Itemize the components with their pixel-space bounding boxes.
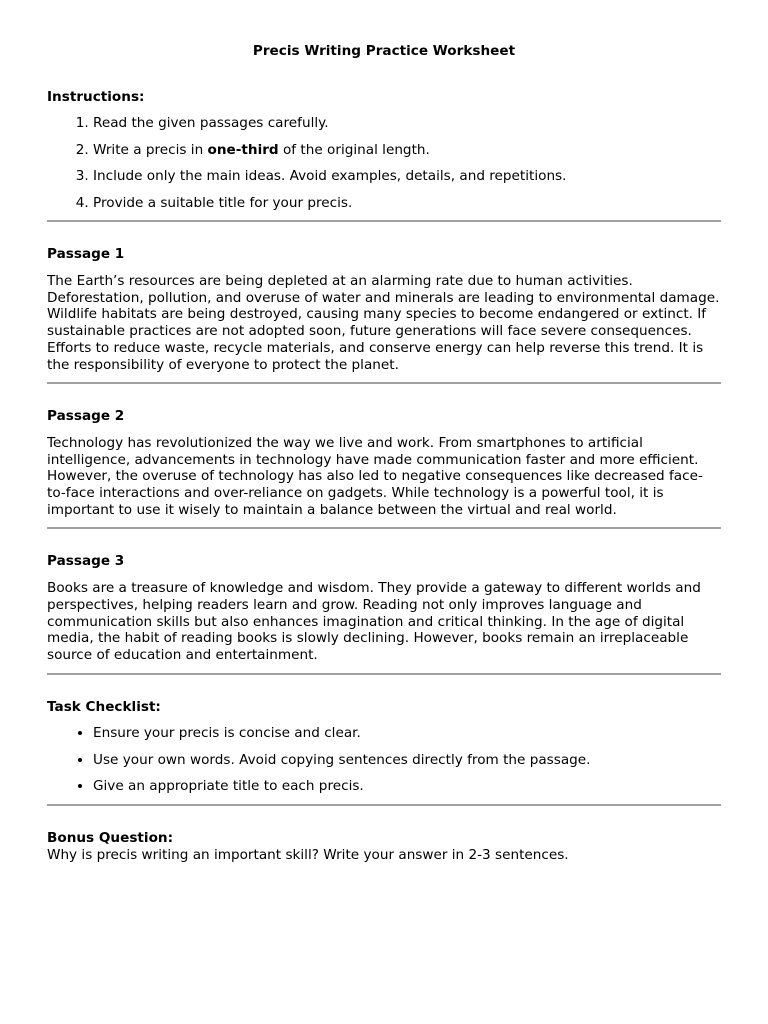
section-divider xyxy=(47,382,721,384)
instruction-item xyxy=(93,142,721,159)
instruction-emphasis: one-third xyxy=(207,141,279,158)
section-divider xyxy=(47,220,721,222)
instructions-heading: Instructions: xyxy=(47,88,145,105)
instruction-item: 3. Include only the main ideas. Avoid examples, details, and repetitions. xyxy=(93,168,721,185)
instruction-item: 1. Read the given passages carefully. xyxy=(93,115,721,132)
passage-3-text: Books are a treasure of knowledge and wisdom. They provide a gateway to different worlds and perspectives, helping readers learn and grow. Reading not only improves language and communication skills but also enhances imagination and critical thinking. In the age of digital media, the habit of reading books is slowly declining. However, books remain an irreplaceable source of education and entertainment. xyxy=(47,580,701,663)
section-divider xyxy=(47,673,721,675)
section-divider xyxy=(47,804,721,806)
instruction-item: 4. Provide a suitable title for your precis. xyxy=(93,195,721,212)
passage-1-text: The Earth’s resources are being depleted at an alarming rate due to human activities. Deforestation, pollution, and overuse of water and minerals are leading to environmental damage. Wildlife habitats are being destroyed, causing many species to become endangered or extinct. If sustainable practices are not adopted soon, future generations will face severe consequences. Efforts to reduce waste, recycle materials, and conserve energy can help reverse this trend. It is the responsibility of everyone to protect the planet. xyxy=(47,272,720,373)
checklist-heading: Task Checklist: xyxy=(47,698,161,715)
bonus-text: Why is precis writing an important skill? Write your answer in 2-3 sentences. xyxy=(47,846,569,863)
bonus-heading: Bonus Question: xyxy=(47,829,174,846)
instructions-list xyxy=(47,115,721,211)
checklist-item: • Ensure your precis is concise and clear. xyxy=(93,725,721,742)
passage-3-heading: Passage 3 xyxy=(47,553,125,570)
passage-2-text: Technology has revolutionized the way we live and work. From smartphones to artificial intelligence, advancements in technology have made communication faster and more efficient. However, the overuse of technology has also led to negative consequences like decreased face-to-face interactions and over-reliance on gadgets. While technology is a powerful tool, it is important to use it wisely to maintain a balance between the virtual and real world. xyxy=(47,434,703,518)
passage-1-heading: Passage 1 xyxy=(47,246,125,263)
page-title: Precis Writing Practice Worksheet xyxy=(252,43,516,59)
instruction-text: Write a precis in xyxy=(93,141,208,158)
section-divider xyxy=(47,527,721,529)
checklist-item: • Give an appropriate title to each precis. xyxy=(93,778,721,795)
checklist-item: • Use your own words. Avoid copying sentences directly from the passage. xyxy=(93,752,721,769)
instruction-text: of the original length. xyxy=(278,141,430,158)
checklist-list xyxy=(47,725,721,794)
passage-2-heading: Passage 2 xyxy=(47,408,125,425)
